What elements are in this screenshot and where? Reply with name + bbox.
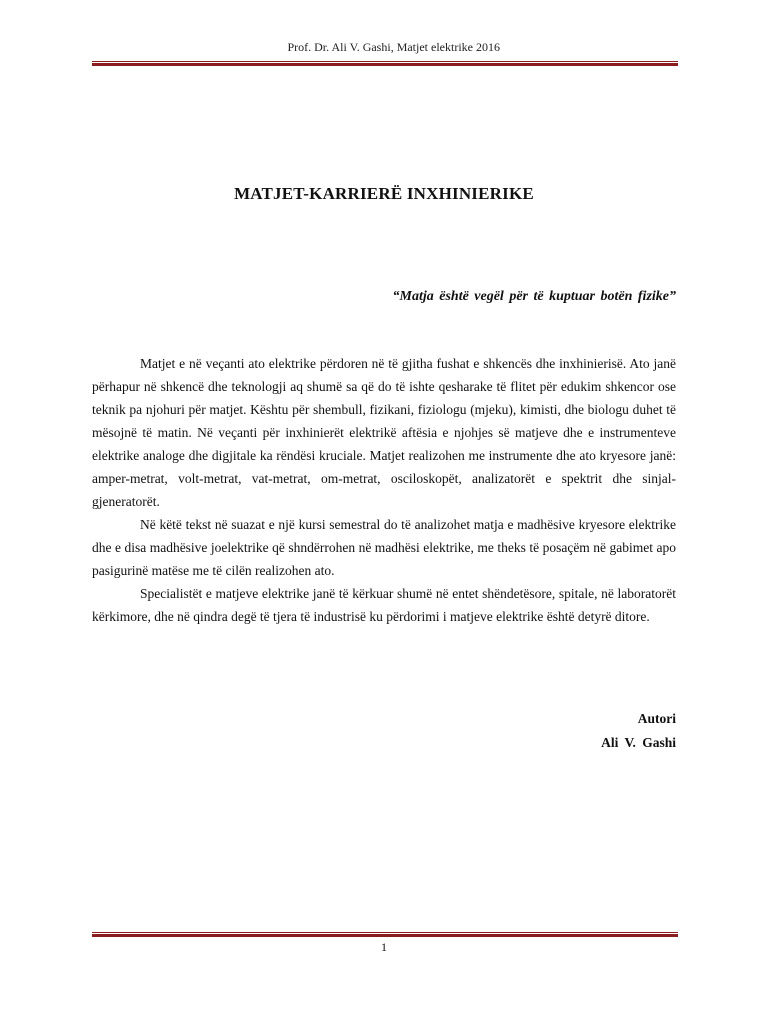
paragraph-3: Specialistët e matjeve elektrike janë të kërkuar shumë në entet shëndetësore, spitale, në laboratorët kërkimore, dhe në qindra degë të tjera të industrisë ku përdorimi i matjeve elektrike është detyrë ditore. — [92, 586, 676, 624]
paragraph-2: Në këtë tekst në suazat e një kursi semestral do të analizohet matja e madhësive kryesore elektrike dhe e disa madhësive joelektrike që shndërrohen në madhësi elektrike, me theks të posaçëm në gabimet apo pasigurinë matëse me të cilën realizohen ato. — [92, 517, 676, 578]
footer-rule — [92, 932, 678, 937]
document-title: MATJET-KARRIERË INXHINIERIKE — [234, 184, 534, 203]
header-rule-thick-line — [92, 63, 678, 66]
page-number: 1 — [381, 940, 387, 954]
signature-role: Autori — [637, 711, 676, 726]
footer-rule-thin-line — [92, 932, 678, 933]
signature-name: Ali V. Gashi — [601, 735, 676, 750]
header-rule — [92, 61, 678, 66]
epigraph-quote: “Matja është vegël për të kuptuar botën fizike” — [392, 289, 676, 304]
body-text — [92, 352, 676, 628]
running-header: Prof. Dr. Ali V. Gashi, Matjet elektrike 2016 — [287, 40, 500, 54]
header-rule-thin-line — [92, 61, 678, 62]
paragraph-1: Matjet e në veçanti ato elektrike përdoren në të gjitha fushat e shkencës dhe inxhinierisë. Ato janë përhapur në shkencë dhe teknologji aq shumë sa që do të ishte qesharake të flitet për edukim shkencor ose teknik pa njohuri për matjet. Kështu për shembull, fizikani, fiziologu (mjeku), kimisti, dhe biologu duhet të mësojnë të matin. Në veçanti për inxhinierët elektrikë aftësia e njohjes së matjeve dhe e instrumenteve elektrike analoge dhe digjitale ka rëndësi kruciale. Matjet realizohen me instrumente dhe ato kryesore janë: amper-metrat, volt-metrat, vat-metrat, om-metrat, osciloskopët, analizatorët e spektrit dhe sinjal-gjeneratorët. — [92, 356, 676, 509]
footer-rule-thick-line — [92, 934, 678, 937]
